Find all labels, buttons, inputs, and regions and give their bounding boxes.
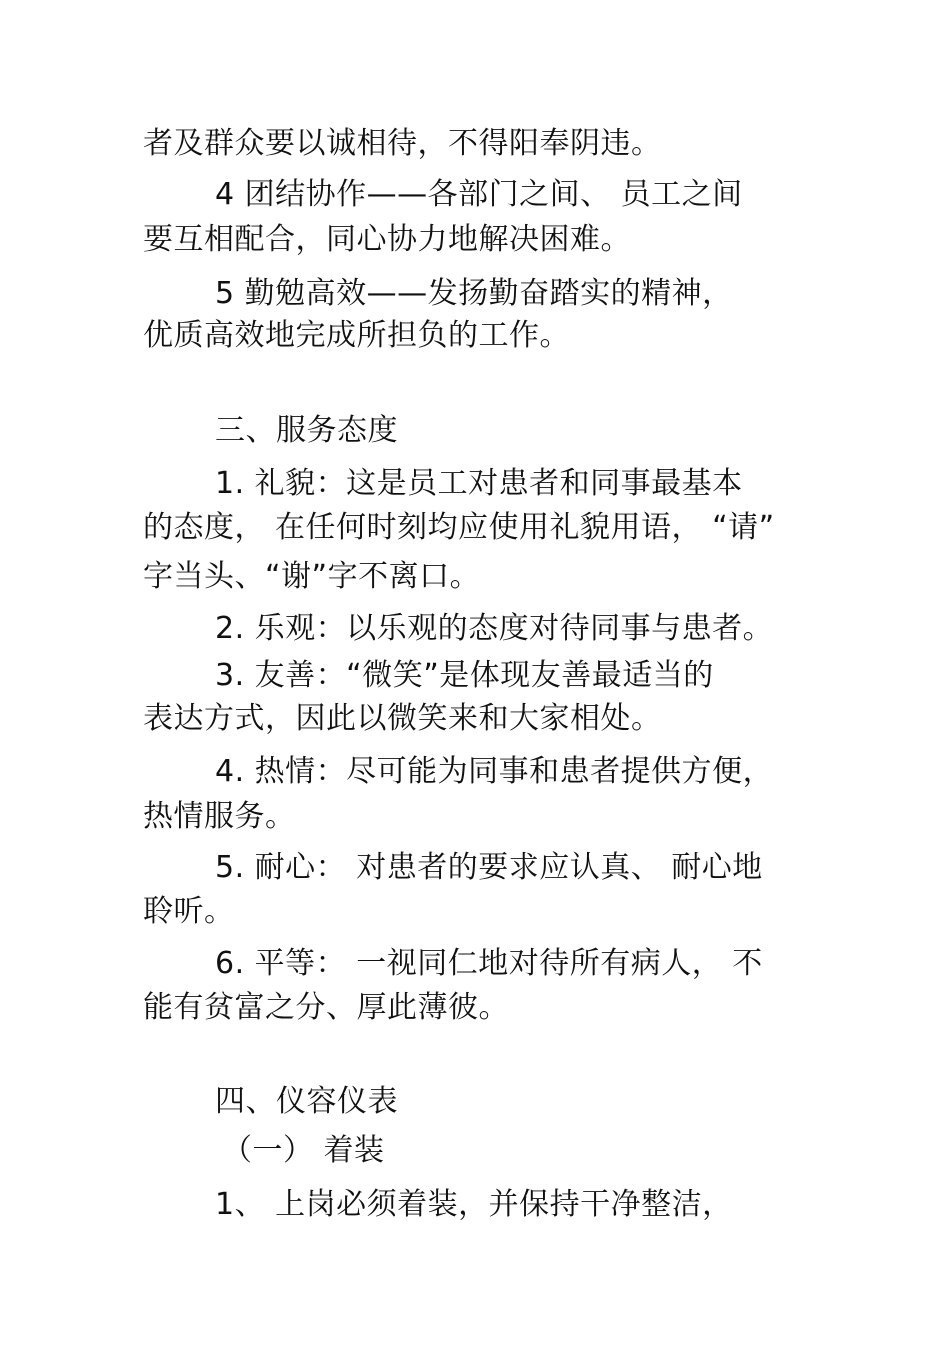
list-item-equality: 6. 平等： 一视同仁地对待所有病人， 不 <box>215 946 763 981</box>
text-line: 的态度， 在任何时刻均应使用礼貌用语， “请” <box>143 510 775 545</box>
list-item-diligence: 5 勤勉高效——发扬勤奋踏实的精神， <box>215 276 733 311</box>
text-line: 能有贫富之分、厚此薄彼。 <box>143 990 509 1025</box>
text-line: 表达方式，因此以微笑来和大家相处。 <box>143 701 662 736</box>
text-line: 优质高效地完成所担负的工作。 <box>143 318 570 353</box>
subsection-heading-attire: （一） 着装 <box>222 1133 385 1168</box>
list-item-enthusiasm: 4. 热情：尽可能为同事和患者提供方便， <box>215 754 774 789</box>
list-item-unity: 4 团结协作——各部门之间、 员工之间 <box>215 177 743 212</box>
text-line: 聆听。 <box>143 894 235 929</box>
text-line: 热情服务。 <box>143 799 296 834</box>
list-item-patience: 5. 耐心： 对患者的要求应认真、 耐心地 <box>215 850 763 885</box>
section-heading-appearance: 四、仪容仪表 <box>215 1084 398 1119</box>
list-item-attire-rule-1: 1、 上岗必须着装，并保持干净整洁， <box>215 1187 733 1222</box>
text-line: 要互相配合，同心协力地解决困难。 <box>143 222 631 257</box>
text-line: 者及群众要以诚相待，不得阳奉阴违。 <box>143 126 662 161</box>
list-item-optimism: 2. 乐观：以乐观的态度对待同事与患者。 <box>215 611 774 646</box>
list-item-friendliness: 3. 友善：“微笑”是体现友善最适当的 <box>215 658 714 693</box>
text-line: 字当头、“谢”字不离口。 <box>143 559 481 594</box>
list-item-courtesy: 1. 礼貌：这是员工对患者和同事最基本 <box>215 466 743 501</box>
section-heading-service-attitude: 三、服务态度 <box>215 413 398 448</box>
